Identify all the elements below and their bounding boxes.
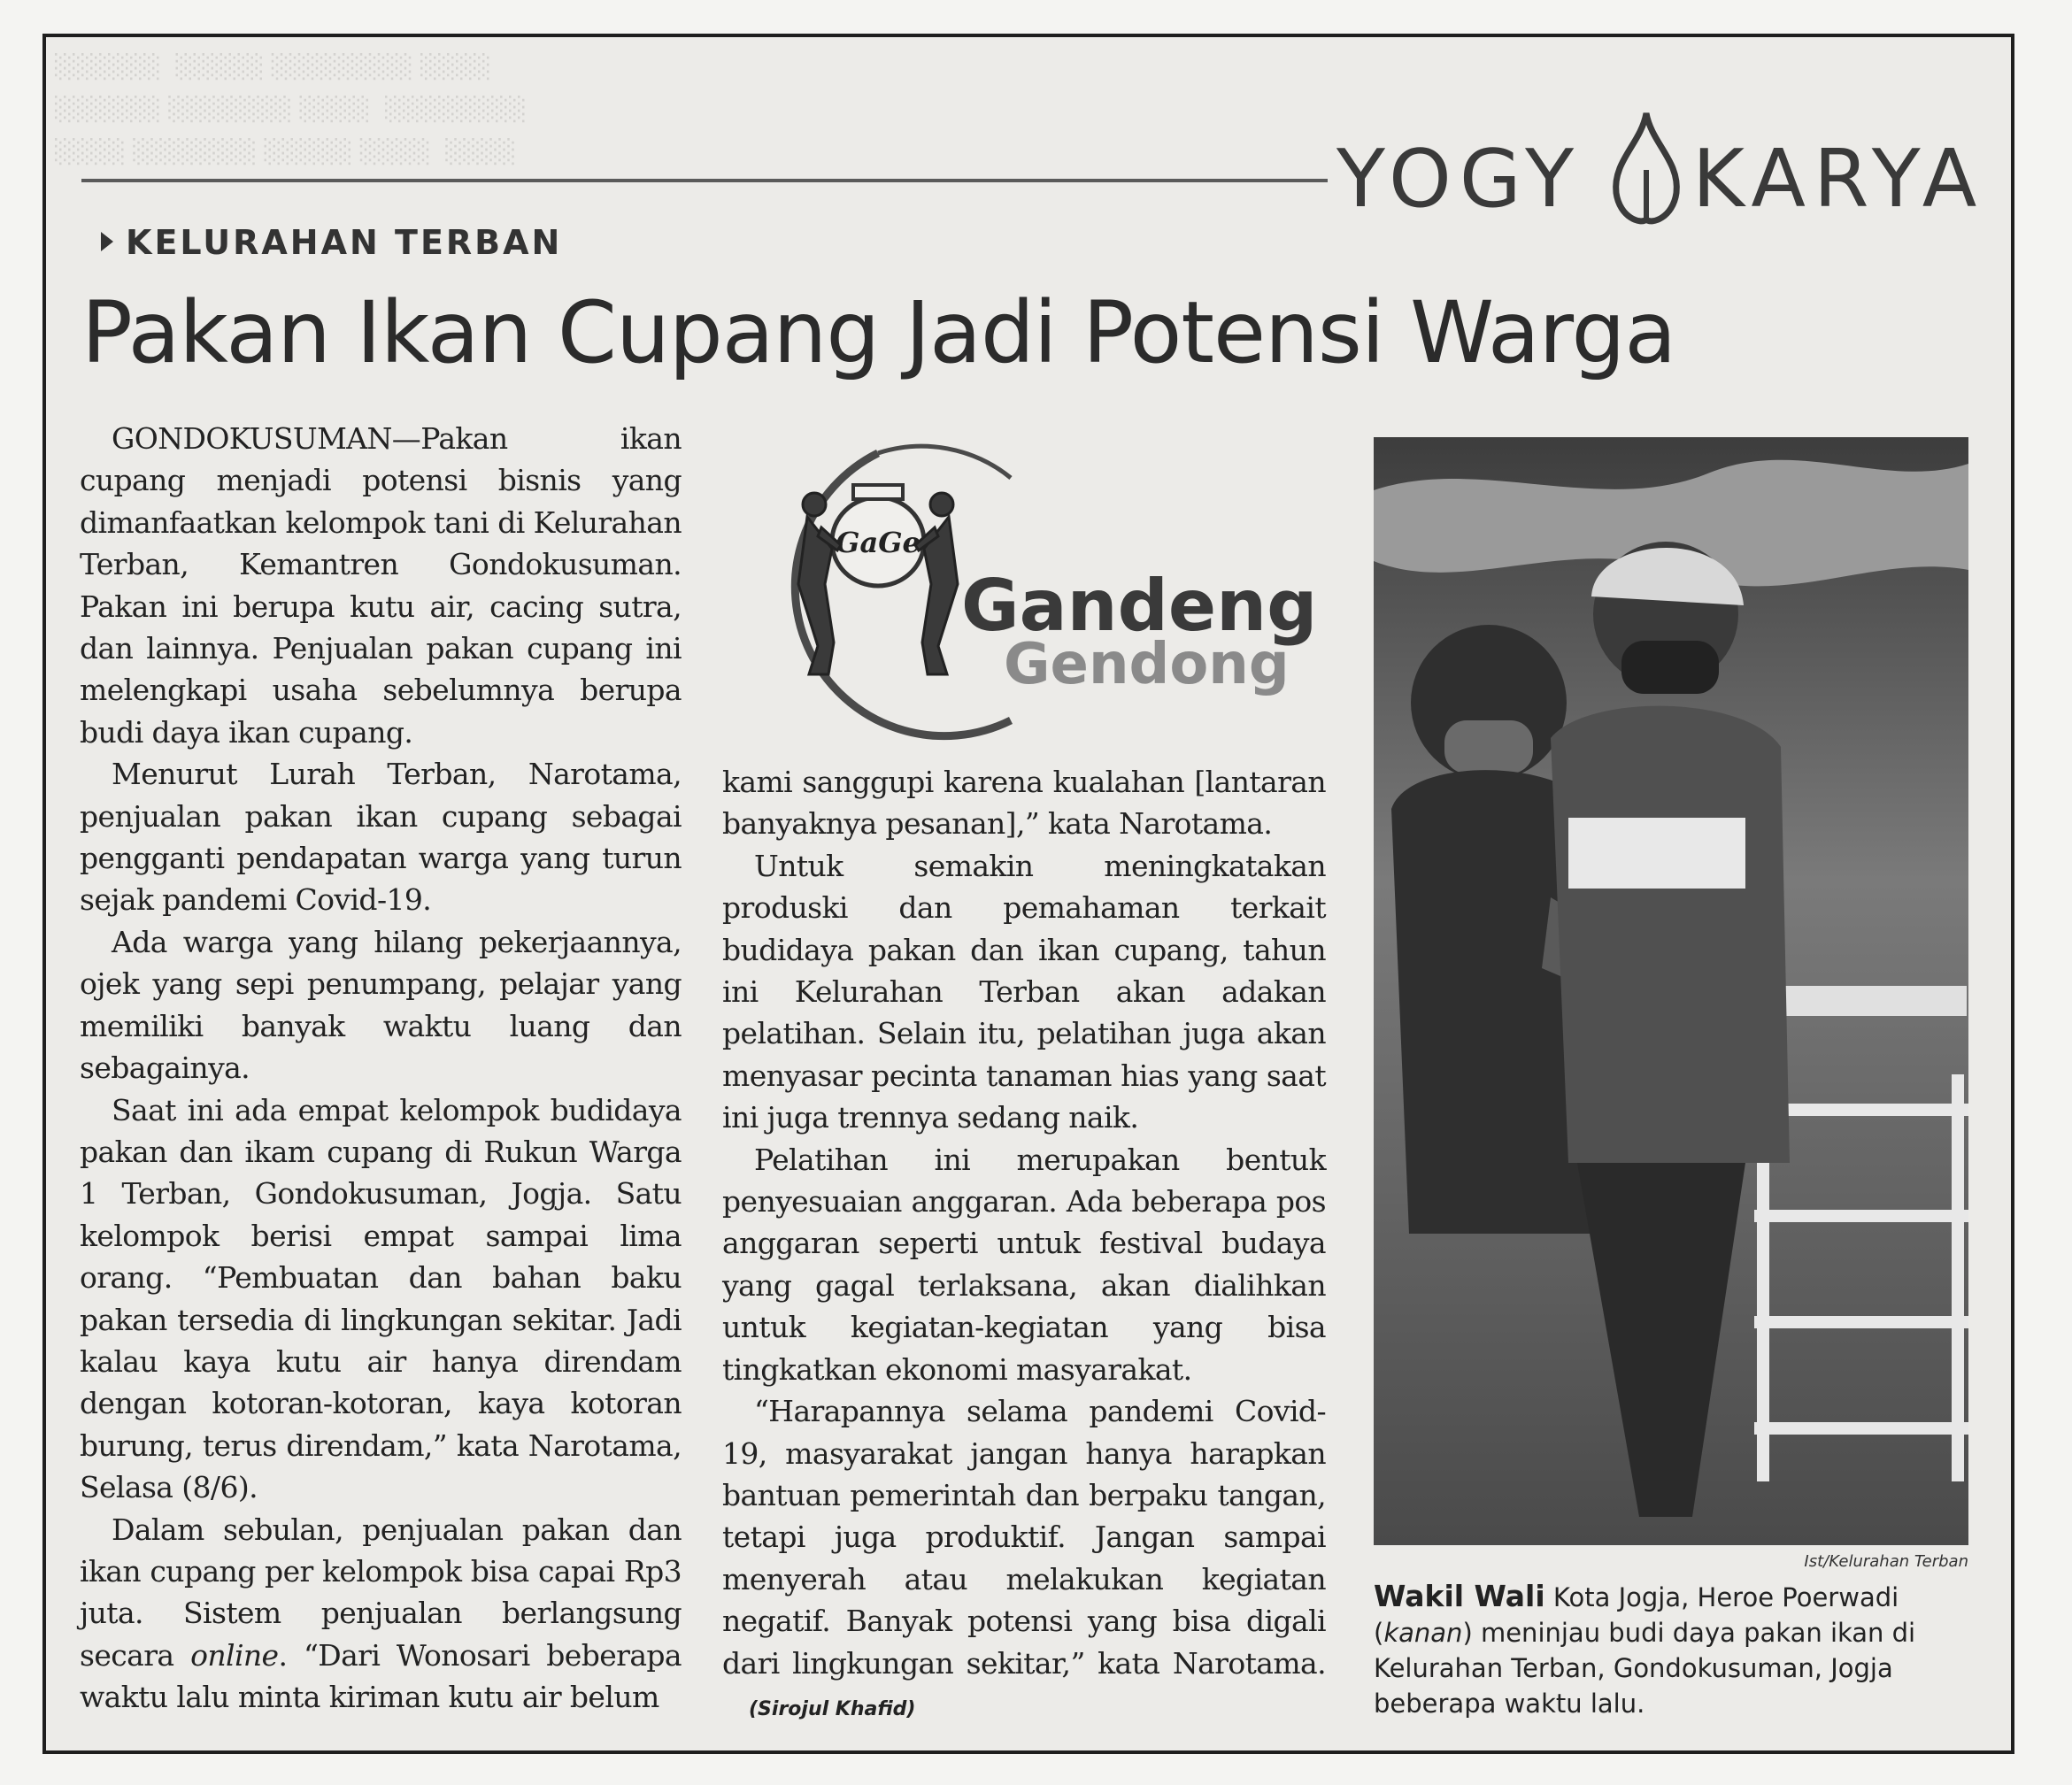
triangle-bullet-icon (101, 232, 113, 251)
photo-illustration (1374, 437, 1968, 1545)
paragraph: Menurut Lurah Terban, Narotama, penjualan pakan ikan cupang sebagai pengganti pendapatan warga yang turun sejak pandemi Covid-19. (80, 757, 682, 918)
italic-term: kanan (1383, 1618, 1463, 1648)
bleed-through-texture: ░░░░░░ ░░░░░ ░░░░░░░░ ░░░░ ░░░░░░ ░░░░░░░ ░░░░ ░░░░░░░░ ░░░░ ░░░░░░░ ░░░░░ ░░░░ ░░░░ (55, 54, 527, 165)
paragraph: Pelatihan ini merupakan bentuk penyesuaian anggaran. Ada beberapa pos anggaran seperti untuk festival budaya yang gagal terlaksana, akan dialihkan untuk kegiatan-kegiatan yang bisa tingkatkan ekonomi masyarakat. (722, 1142, 1326, 1387)
paragraph: GONDOKUSUMAN—Pakan ikan cupang menjadi potensi bisnis yang dimanfaatkan kelompok tani di Kelurahan Terban, Kemantren Gondokusuman. Pakan ini berupa kutu air, cacing sutra, dan lainnya. Penjualan pakan cupang ini melengkapi usaha sebelumnya berupa budi daya ikan cupang. (80, 421, 682, 750)
news-photo (1374, 437, 1968, 1545)
section-kicker (101, 223, 562, 262)
kicker-text: KELURAHAN TERBAN (126, 223, 563, 262)
caption-lead: Wakil Wali (1374, 1579, 1545, 1613)
paragraph: Untuk semakin meningkatakan produski dan pemahaman terkait budidaya pakan dan ikan cupang, tahun ini Kelurahan Terban akan adakan pelatihan. Selain itu, pelatihan juga akan menyasar pecinta tanaman hias yang saat ini juga trennya sedang naik. (722, 848, 1326, 1135)
logo-line-2: Gendong (1004, 632, 1290, 697)
paragraph-continued: kami sanggupi karena kualahan [lantaran banyaknya pesanan],” kata Narotama. (722, 765, 1326, 842)
text-run: . “Dari Wonosari beberapa waktu lalu minta kiriman kutu air belum (80, 1637, 682, 1715)
brand-prefix: YOGY (1336, 133, 1583, 226)
paragraph: Ada warga yang hilang pekerjaannya, ojek yang sepi penumpang, pelajar yang memiliki banyak waktu luang dan sebagainya. (80, 924, 682, 1086)
author-byline: (Sirojul Khafid) (749, 1697, 916, 1720)
text-run: Kota Jogja, Heroe Poerwadi ( (1374, 1582, 1899, 1648)
dancer-figure-right (915, 493, 958, 674)
header-rule (81, 179, 1328, 182)
gandeng-gendong-logo (745, 442, 1329, 743)
logo-badge: GaGe (836, 526, 920, 559)
paragraph (722, 1390, 1326, 1730)
paragraph: Saat ini ada empat kelompok budidaya pakan dan ikam cupang di Rukun Warga 1 Terban, Gondokusuman, Jogja. Satu kelompok berisi empat sampai lima orang. “Pembuatan dan bahan baku pakan tersedia di lingkungan sekitar. Jadi kalau kaya kutu air hanya direndam dengan kotoran-kotoran, kaya kotoran burung, terus direndam,” kata Narotama, Selasa (8/6). (80, 1092, 682, 1505)
photo-credit: Ist/Kelurahan Terban (1804, 1552, 1968, 1571)
text-run: “Harapannya selama pandemi Covid-19, masyarakat jangan hanya harapkan bantuan pemerintah dan berpaku tangan, tetapi juga produktif. Jangan sampai menyerah atau melakukan kegiatan negatif. Banyak potensi yang bisa digali dari lingkungan sekitar,” kata Narotama. (722, 1394, 1326, 1681)
paragraph (80, 1509, 682, 1719)
section-brand-logo (1336, 108, 1991, 241)
photo-caption (1374, 1579, 1976, 1721)
text-run: Dalam sebulan, penjualan pakan dan ikan cupang per kelompok bisa capai Rp3 juta. Sistem penjualan berlangsung secara (80, 1512, 682, 1673)
italic-term: online (190, 1637, 279, 1673)
brand-suffix: KARYA (1692, 133, 1985, 226)
article-column-2 (722, 761, 1326, 1730)
article-headline: Pakan Ikan Cupang Jadi Potensi Warga (81, 283, 1676, 382)
text-run: ) meninjau budi daya pakan ikan di Kelurahan Terban, Gondokusuman, Jogja beberapa waktu lalu. (1374, 1618, 1916, 1719)
article-column-1 (80, 418, 682, 1719)
drop-leaf-icon (1593, 108, 1699, 232)
logo-line-1: Gandeng (961, 565, 1318, 647)
newspaper-clipping (42, 34, 2014, 1754)
